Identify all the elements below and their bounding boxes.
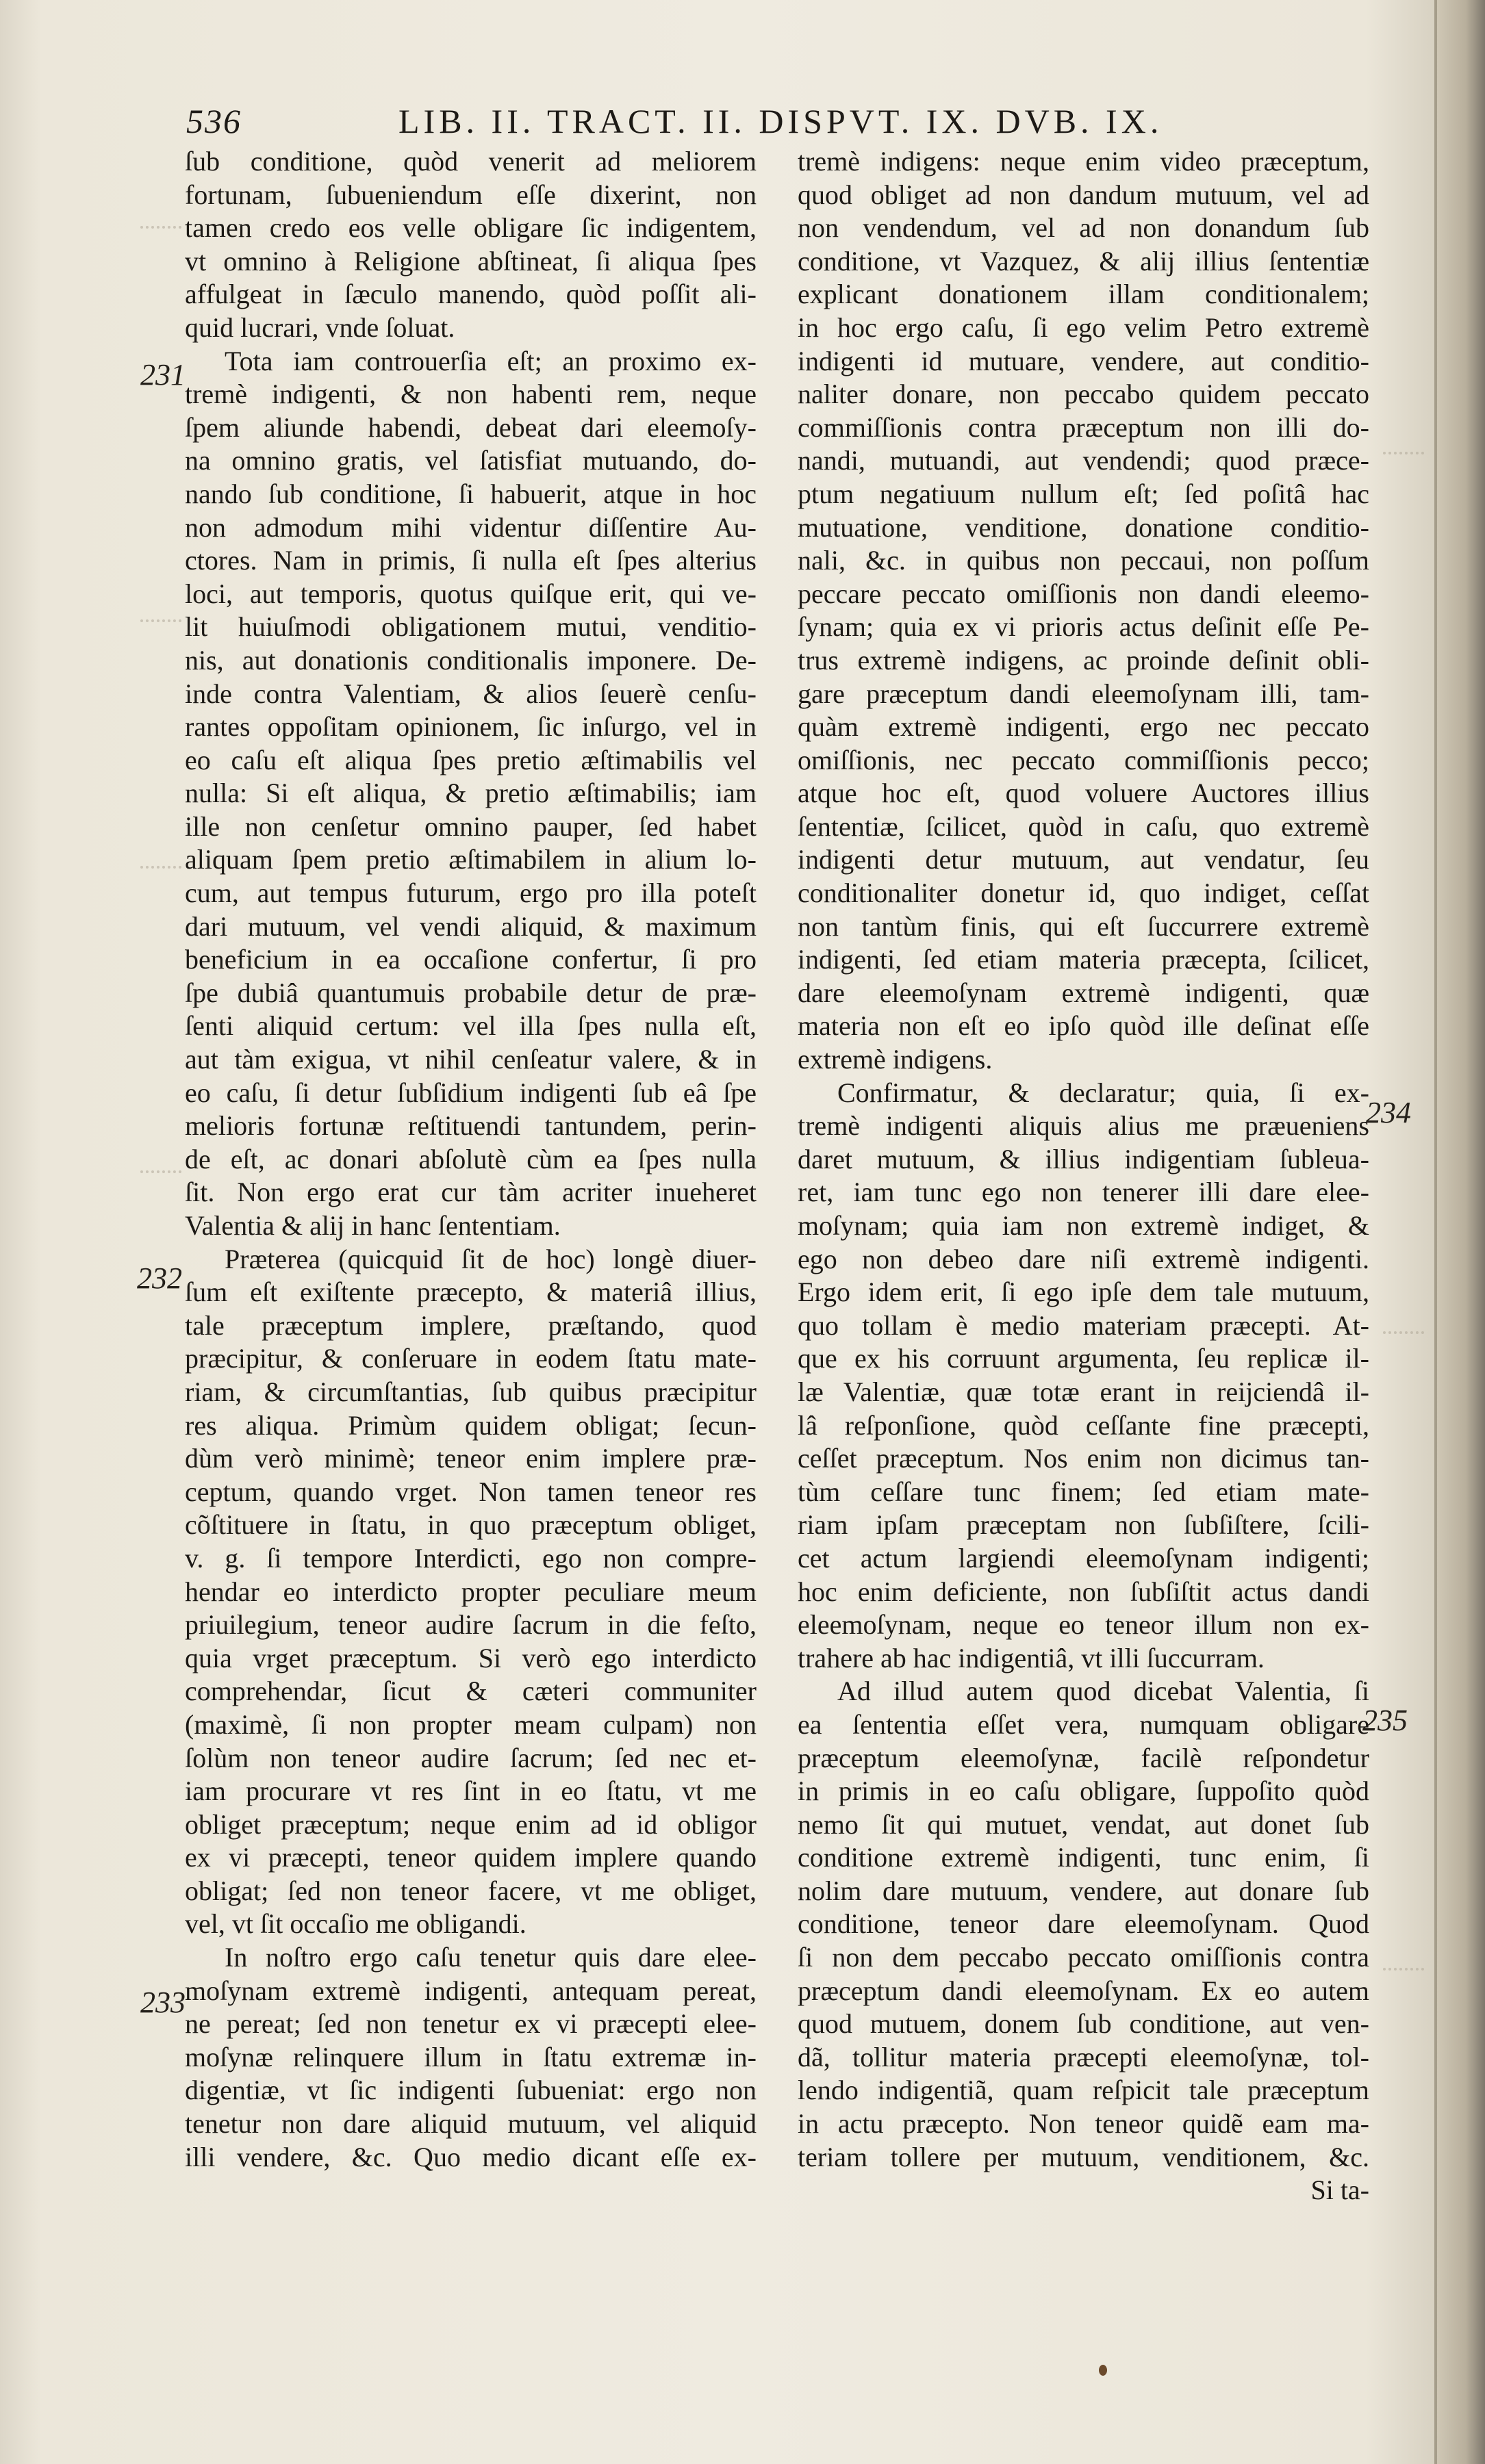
text-line: lâ reſponſione, quòd ceſſante fine præcepti, (798, 1409, 1369, 1441)
text-line: ne pereat; ſed non tenetur ex vi præcepti elee- (185, 2008, 757, 2040)
text-line: trahere ab hac indigentiâ, vt illi ſuccurram. (798, 1642, 1265, 1673)
paragraph-start-line: Confirmatur, & declaratur; quia, ſi ex- (837, 1077, 1369, 1108)
text-line: commiſſionis contra præceptum non illi do- (798, 411, 1369, 443)
text-line: nolim dare mutuum, vendere, aut donare ſub (798, 1875, 1369, 1906)
bleed-through-mark (1383, 1968, 1424, 1975)
text-line: ſenti aliquid certum: vel illa ſpes nulla eſt, (185, 1010, 757, 1042)
text-line: tremè indigenti, & non habenti rem, neque (185, 378, 757, 410)
text-line: moſynæ relinquere illum in ſtatu extremæ in- (185, 2041, 757, 2072)
margin-number: 234 (1366, 1096, 1411, 1129)
text-line: tenetur non dare aliquid mutuum, vel aliquid (185, 2108, 757, 2140)
margin-number: 233 (140, 1986, 186, 2019)
text-line: non tantùm finis, qui eſt ſuccurrere extremè (798, 910, 1369, 942)
catchword: Si ta- (1310, 2174, 1369, 2206)
text-line: hoc enim deficiente, non ſubſiſtit actus dandi (798, 1576, 1369, 1607)
text-line: affulgeat in ſæculo manendo, quòd poſſit ali- (185, 279, 757, 310)
paragraph-start-line: In noſtro ergo caſu tenetur quis dare elee- (225, 1942, 757, 1973)
margin-number: 231 (140, 358, 186, 392)
text-line: explicant donationem illam conditionalem; (798, 279, 1369, 310)
text-line: digentiæ, vt ſic indigenti ſubueniat: ergo non (185, 2075, 757, 2106)
text-line: indigenti, ſed etiam materia præcepta, ſcilicet, (798, 944, 1369, 975)
text-line: præceptum eleemoſynæ, facilè reſpondetur (798, 1742, 1369, 1773)
text-line: teriam tollere per mutuum, venditionem, &c. (798, 2141, 1369, 2172)
text-line: obliget præceptum; neque enim ad id obligor (185, 1808, 757, 1840)
text-line: illi vendere, &c. Quo medio dicant eſſe ex- (185, 2141, 757, 2172)
text-line: daret mutuum, & illius indigentiam ſubleua- (798, 1143, 1369, 1175)
text-line: conditione, vt Vazquez, & alij illius ſententiæ (798, 245, 1369, 277)
left-text-column (185, 145, 757, 2174)
bleed-through-mark (1383, 452, 1424, 459)
text-line: rantes oppoſitam opinionem, ſic inſurgo, vel in (185, 711, 757, 743)
text-line: non admodum mihi videntur diſſentire Au- (185, 511, 757, 543)
text-line: ret, iam tunc ego non tenerer illi dare elee- (798, 1177, 1369, 1208)
paragraph-start-line: Ad illud autem quod dicebat Valentia, ſi (837, 1676, 1369, 1707)
text-line: riam, & circumſtantias, ſub quibus præcipitur (185, 1376, 757, 1407)
text-line: aut tàm exigua, vt nihil cenſeatur valere, & in (185, 1044, 757, 1075)
text-line: ſum eſt exiſtente præcepto, & materiâ illius, (185, 1276, 757, 1308)
text-line: eo caſu eſt aliqua ſpes pretio æſtimabilis vel (185, 744, 757, 775)
text-line: obligat; ſed non teneor facere, vt me obliget, (185, 1875, 757, 1906)
text-line: loci, aut temporis, quotus quiſque erit, qui ve- (185, 578, 757, 609)
text-line: conditione extremè indigenti, tunc enim, ſi (798, 1842, 1369, 1873)
text-line: extremè indigens. (798, 1044, 993, 1075)
text-line: ego non debeo dare niſi extremè indigenti. (798, 1243, 1369, 1274)
page-header (186, 101, 1350, 149)
text-line: nulla: Si eſt aliqua, & pretio æſtimabilis; iam (185, 778, 757, 809)
paragraph-start-line: Præterea (quicquid ſit de hoc) longè diuer- (225, 1243, 757, 1274)
text-line: ſi non dem peccabo peccato omiſſionis contra (798, 1942, 1369, 1973)
text-line: in hoc ergo caſu, ſi ego velim Petro extremè (798, 311, 1369, 343)
text-line: vel, vt ſit occaſio me obligandi. (185, 1908, 526, 1940)
bleed-through-mark (140, 1170, 181, 1177)
text-line: quid lucrari, vnde ſoluat. (185, 311, 455, 343)
text-line: (maximè, ſi non propter meam culpam) non (185, 1708, 757, 1740)
text-line: ex vi præcepti, teneor quidem implere quando (185, 1842, 757, 1873)
text-line: melioris fortunæ reſtituendi tantundem, perin- (185, 1110, 757, 1142)
text-line: peccare peccato omiſſionis non dandi eleemo- (798, 578, 1369, 609)
text-line: ſolùm non teneor audire ſacrum; ſed nec et- (185, 1742, 757, 1773)
text-line: præcipitur, & conſeruare in eodem ſtatu mate- (185, 1343, 757, 1374)
text-line: hendar eo interdicto propter peculiare meum (185, 1576, 757, 1607)
text-line: lendo indigentiã, quam reſpicit tale præceptum (798, 2075, 1369, 2106)
text-line: lit huiuſmodi obligationem mutui, venditio- (185, 611, 757, 643)
text-line: trus extremè indigens, ac proinde deſinit obli- (798, 644, 1369, 676)
text-line: conditionaliter donetur id, quo indiget, ceſſat (798, 877, 1369, 909)
text-line: quia vrget præceptum. Si verò ego interdicto (185, 1642, 757, 1673)
text-line: in actu præcepto. Non teneor quidẽ eam ma- (798, 2108, 1369, 2140)
text-line: quod mutuem, donem ſub conditione, aut ven- (798, 2008, 1369, 2040)
text-line: nis, aut donationis conditionalis imponere. De- (185, 644, 757, 676)
text-line: ſpe dubiâ quantumuis probabile detur de præ- (185, 977, 757, 1008)
text-line: ceſſet præceptum. Nos enim non dicimus tan- (798, 1443, 1369, 1474)
text-line: quo tollam è medio materiam præcepti. At- (798, 1309, 1369, 1341)
text-line: in primis in eo caſu obligare, ſuppoſito quòd (798, 1775, 1369, 1807)
text-line: priuilegium, teneor audire ſacrum in die feſto, (185, 1609, 757, 1641)
text-line: ea ſententia eſſet vera, numquam obligare (798, 1708, 1369, 1740)
text-line: materia non eſt eo ipſo quòd ille deſinat eſſe (798, 1010, 1369, 1042)
text-line: nemo ſit qui mutuet, vendat, aut donet ſub (798, 1808, 1369, 1840)
text-line: dare eleemoſynam extremè indigenti, quæ (798, 977, 1369, 1008)
right-text-column (798, 145, 1369, 2207)
text-line: dã, tollitur materia præcepti eleemoſynæ, tol- (798, 2041, 1369, 2072)
text-line: dari mutuum, vel vendi aliquid, & maximum (185, 910, 757, 942)
text-line: de eſt, ac donari abſolutè cùm ea ſpes nulla (185, 1143, 757, 1175)
text-line: atque hoc eſt, quod voluere Auctores illius (798, 778, 1369, 809)
text-line: gare præceptum dandi eleemoſynam illi, tam- (798, 678, 1369, 709)
text-line: naliter donare, non peccabo quidem peccato (798, 378, 1369, 410)
text-line: ſub conditione, quòd venerit ad meliorem (185, 146, 757, 177)
text-line: tùm ceſſare tunc finem; ſed etiam mate- (798, 1476, 1369, 1507)
bleed-through-mark (140, 866, 181, 873)
text-line: ſententiæ, ſcilicet, quòd in caſu, quo extremè (798, 810, 1369, 842)
text-line: tale præceptum implere, præſtando, quod (185, 1309, 757, 1341)
text-line: tremè indigenti aliquis alius me præueniens (798, 1110, 1369, 1142)
text-line: ille non cenſetur omnino pauper, ſed habet (185, 810, 757, 842)
text-line: nandi, mutuandi, aut vendendi; quod præce- (798, 445, 1369, 476)
text-line: ceptum, quando vrget. Non tamen teneor res (185, 1476, 757, 1507)
text-line: ſit. Non ergo erat cur tàm acriter inueheret (185, 1177, 757, 1208)
text-line: Ergo idem erit, ſi ego ipſe dem tale mutuum, (798, 1276, 1369, 1308)
text-line: non vendendum, vel ad non donandum ſub (798, 212, 1369, 244)
text-line: cum, aut tempus futurum, ergo pro illa poteſt (185, 877, 757, 909)
text-line: moſynam extremè indigenti, antequam pereat, (185, 1975, 757, 2006)
text-line: ſpem aliunde habendi, debeat dari eleemoſy- (185, 411, 757, 443)
text-line: præceptum dandi eleemoſynam. Ex eo autem (798, 1975, 1369, 2006)
bleed-through-mark (140, 226, 181, 233)
text-line: cet actum largiendi eleemoſynam indigenti; (798, 1542, 1369, 1574)
text-line: que ex his corruunt argumenta, ſeu replicæ il- (798, 1343, 1369, 1374)
text-line: omiſſionis, nec peccato commiſſionis pecco; (798, 744, 1369, 775)
text-line: inde contra Valentiam, & alios ſeuerè cenſu- (185, 678, 757, 709)
text-line: v. g. ſi tempore Interdicti, ego non compre- (185, 1542, 757, 1574)
text-line: comprehendar, ſicut & cæteri communiter (185, 1676, 757, 1707)
text-line: indigenti detur mutuum, aut vendatur, ſeu (798, 844, 1369, 875)
text-line: riam ipſam præceptam non ſubſiſtere, ſcili- (798, 1509, 1369, 1541)
text-line: na omnino gratis, vel ſatisfiat mutuando, do- (185, 445, 757, 476)
book-binding (1437, 0, 1485, 2464)
text-line: indigenti id mutuare, vendere, aut conditio- (798, 345, 1369, 376)
text-line: res aliqua. Primùm quidem obligat; ſecun- (185, 1409, 757, 1441)
margin-number: 232 (137, 1261, 182, 1295)
text-line: quod obliget ad non dandum mutuum, vel ad (798, 179, 1369, 210)
text-line: iam procurare vt res ſint in eo ſtatu, vt me (185, 1775, 757, 1807)
text-line: vt omnino à Religione abſtineat, ſi aliqua ſpes (185, 245, 757, 277)
text-line: fortunam, ſubueniendum eſſe dixerint, non (185, 179, 757, 210)
bleed-through-mark (1383, 1331, 1424, 1338)
text-line: moſynam; quia iam non extremè indiget, & (798, 1210, 1369, 1241)
text-line: eleemoſynam, neque eo teneor illum non ex- (798, 1609, 1369, 1641)
text-line: beneficium in ea occaſione confertur, ſi pro (185, 944, 757, 975)
running-head: LIB. II. TRACT. II. DISPVT. IX. DVB. IX. (398, 102, 1163, 140)
text-line: ctores. Nam in primis, ſi nulla eſt ſpes alterius (185, 545, 757, 576)
text-line: tamen credo eos velle obligare ſic indigentem, (185, 212, 757, 244)
text-line: ſynam; quia ex vi prioris actus deſinit eſſe Pe- (798, 611, 1369, 643)
text-line: conditione, teneor dare eleemoſynam. Quod (798, 1908, 1369, 1940)
text-line: Valentia & alij in hanc ſententiam. (185, 1210, 561, 1241)
page-number: 536 (186, 102, 242, 140)
text-line: cõſtituere in ſtatu, in quo præceptum obliget, (185, 1509, 757, 1541)
text-line: nando ſub conditione, ſi habuerit, atque in hoc (185, 478, 757, 509)
ink-stain (1099, 2365, 1107, 2376)
text-line: dùm verò minimè; teneor enim implere præ- (185, 1443, 757, 1474)
text-line: eo caſu, ſi detur ſubſidium indigenti ſub eâ ſpe (185, 1077, 757, 1108)
text-line: quàm extremè indigenti, ergo nec peccato (798, 711, 1369, 743)
bleed-through-mark (140, 619, 181, 626)
text-line: tremè indigens: neque enim video præceptum, (798, 146, 1369, 177)
text-line: ptum negatiuum nullum eſt; ſed poſitâ hac (798, 478, 1369, 509)
text-line: læ Valentiæ, quæ totæ erant in reijciendâ il- (798, 1376, 1369, 1407)
paragraph-start-line: Tota iam controuerſia eſt; an proximo ex- (225, 345, 757, 376)
margin-number: 235 (1362, 1704, 1408, 1737)
text-line: aliquam ſpem pretio æſtimabilem in alium lo- (185, 844, 757, 875)
text-line: nali, &c. in quibus non peccaui, non poſſum (798, 545, 1369, 576)
text-line: mutuatione, venditione, donatione conditio- (798, 511, 1369, 543)
